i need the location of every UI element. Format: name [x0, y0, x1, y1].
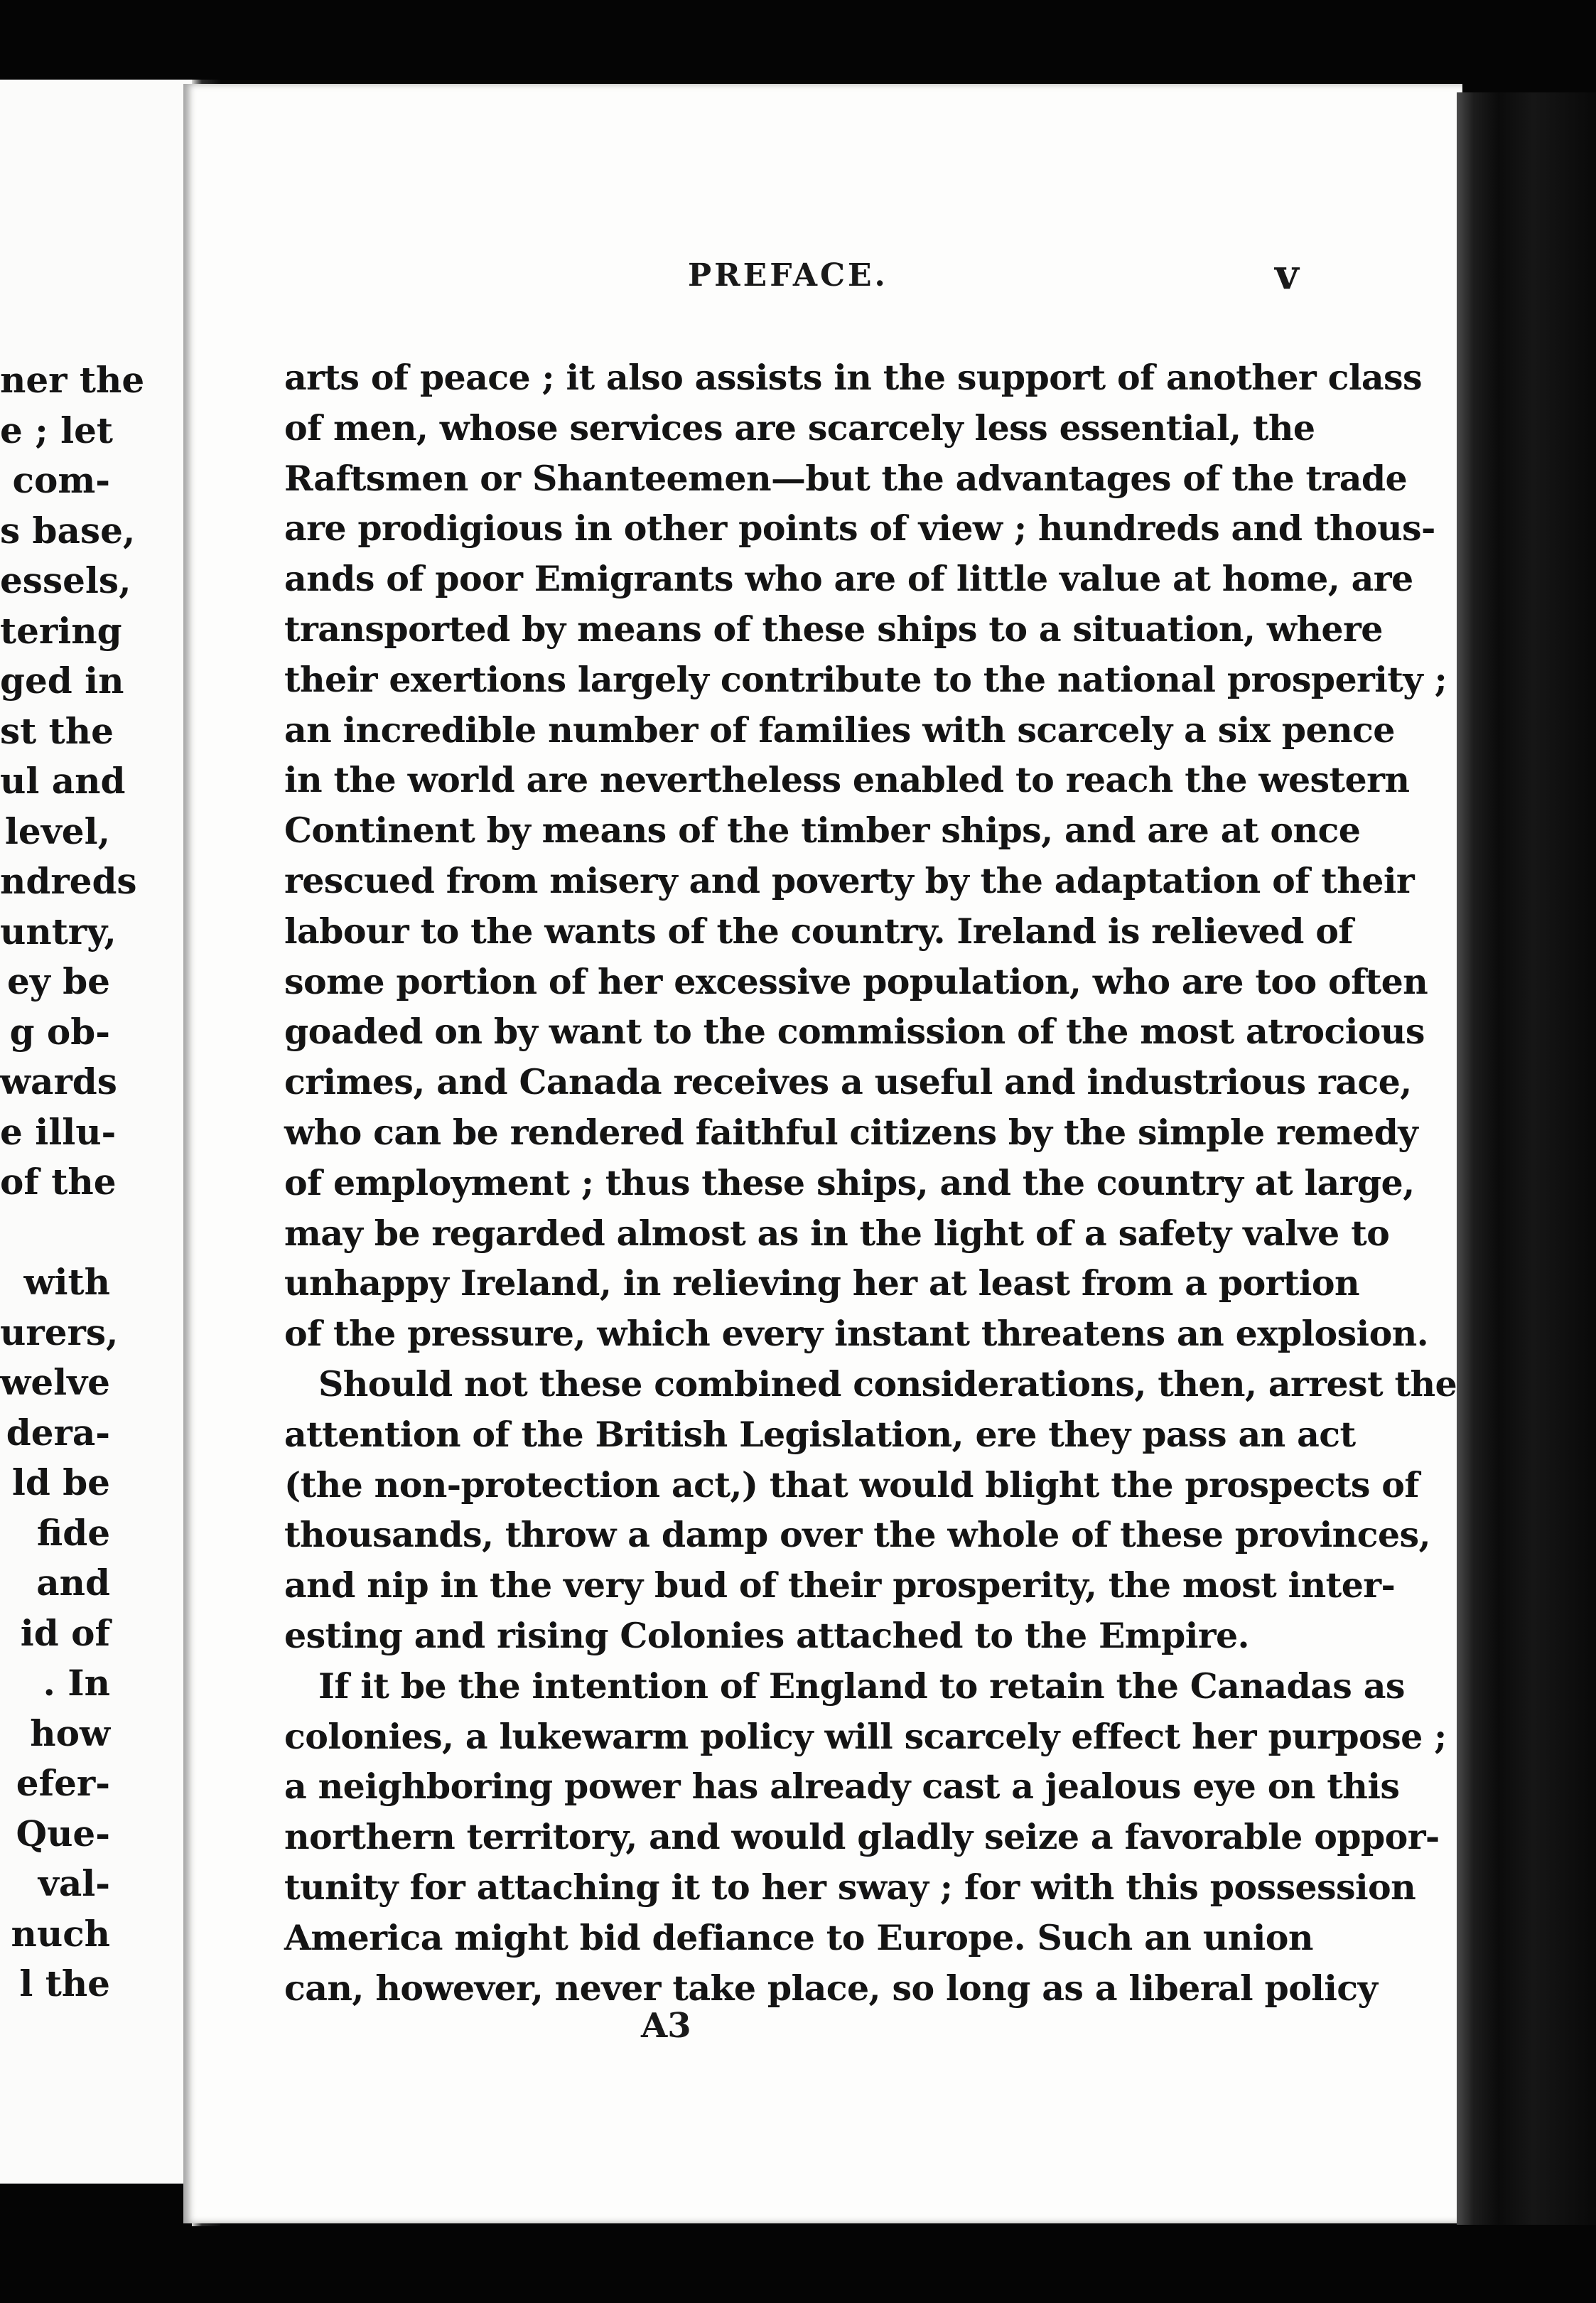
left-page-line: and: [36, 1562, 110, 1604]
left-page-line: e ; let: [0, 409, 113, 451]
left-page-line: nuch: [11, 1912, 110, 1955]
left-page-text-fragments: [0, 355, 145, 2009]
left-page-line: g ob-: [9, 1010, 110, 1053]
text-line: transported by means of these ships to a situation, where: [284, 608, 1383, 650]
text-line: of the pressure, which every instant threatens an explosion.: [284, 1313, 1429, 1355]
left-page-line: how: [30, 1712, 110, 1754]
left-page-line: l the: [19, 1963, 110, 2004]
text-line: can, however, never take place, so long as a liberal policy: [284, 1967, 1378, 2009]
left-page-line: ey be: [6, 960, 110, 1002]
left-page-line: ndreds: [0, 860, 137, 902]
left-page-line: tering: [0, 609, 122, 652]
left-page-line: wards: [0, 1061, 117, 1102]
left-page-line: . In: [43, 1662, 110, 1704]
left-page-fragment: [0, 80, 192, 2184]
text-line: who can be rendered faithful citizens by the simple remedy: [284, 1111, 1418, 1153]
text-line: colonies, a lukewarm policy will scarcely effect her purpose ;: [284, 1715, 1447, 1757]
signature-mark: A3: [641, 2006, 691, 2046]
left-page-line: efer-: [16, 1762, 110, 1804]
text-line: esting and rising Colonies attached to the Empire.: [284, 1614, 1249, 1656]
left-page-line: level,: [4, 810, 110, 852]
left-page-line: s base,: [0, 509, 136, 552]
text-line: America might bid defiance to Europe. Such an union: [284, 1916, 1313, 1958]
text-line: northern territory, and would gladly seize a favorable oppor-: [284, 1816, 1440, 1858]
running-head: PREFACE.: [688, 257, 888, 294]
text-line: in the world are nevertheless enabled to reach the western: [284, 759, 1410, 801]
left-page-line: ul and: [0, 760, 126, 802]
left-page-line: ld be: [11, 1461, 110, 1503]
left-page-line: val-: [38, 1862, 110, 1904]
left-page-line: Que-: [16, 1812, 110, 1854]
text-line: thousands, throw a damp over the whole of these provinces,: [284, 1514, 1430, 1556]
left-page-line: e illu-: [0, 1110, 117, 1153]
left-page-line: fide: [36, 1511, 110, 1554]
text-line: of men, whose services are scarcely less essential, the: [284, 407, 1315, 449]
text-line: their exertions largely contribute to the national prosperity ;: [284, 658, 1447, 700]
book-edge: [1457, 92, 1596, 2225]
left-page-line: st the: [0, 709, 114, 752]
text-line: an incredible number of families with scarcely a six pence: [284, 709, 1395, 751]
text-line: are prodigious in other points of view ; hundreds and thous-: [284, 508, 1435, 549]
left-page-line: com-: [12, 459, 110, 501]
page-number: v: [1275, 250, 1299, 299]
left-page-line: of the: [0, 1161, 117, 1203]
text-line: unhappy Ireland, in relieving her at least from a portion: [284, 1262, 1360, 1304]
left-page-line: ged in: [0, 660, 124, 702]
text-line: may be regarded almost as in the light of a safety valve to: [284, 1212, 1390, 1254]
text-line: (the non-protection act,) that would blight the prospects of: [284, 1464, 1419, 1505]
text-line: tunity for attaching it to her sway ; for with this possession: [284, 1866, 1416, 1908]
body-text: [284, 353, 1457, 2013]
text-line: a neighboring power has already cast a jealous eye on this: [284, 1766, 1400, 1808]
text-line: and nip in the very bud of their prosperity, the most inter-: [284, 1564, 1396, 1606]
left-page-line: welve: [0, 1361, 110, 1403]
left-page-line: essels,: [0, 559, 131, 601]
text-line: Continent by means of the timber ships, and are at once: [284, 810, 1361, 852]
text-line: some portion of her excessive population, who are too often: [284, 960, 1428, 1002]
text-line: If it be the intention of England to retain the Canadas as: [318, 1665, 1405, 1707]
left-page-line: id of: [20, 1611, 110, 1654]
left-page-line: ner the: [0, 359, 145, 401]
text-line: rescued from misery and poverty by the adaptation of their: [284, 859, 1415, 901]
left-page-line: untry,: [0, 910, 117, 952]
text-line: of employment ; thus these ships, and the country at large,: [284, 1161, 1415, 1203]
left-page-line: [0, 1208, 110, 1258]
text-line: crimes, and Canada receives a useful and industrious race,: [284, 1061, 1412, 1103]
left-page-line: urers,: [0, 1311, 119, 1353]
text-line: Raftsmen or Shanteemen—but the advantages of the trade: [284, 457, 1408, 499]
text-line: ands of poor Emigrants who are of little value at home, are: [284, 558, 1413, 600]
left-page-line: with: [23, 1261, 110, 1303]
text-line: Should not these combined considerations, then, arrest the: [318, 1363, 1457, 1405]
text-line: attention of the British Legislation, ere they pass an act: [284, 1413, 1356, 1455]
text-line: labour to the wants of the country. Ireland is relieved of: [284, 910, 1353, 952]
text-line: goaded on by want to the commission of the most atrocious: [284, 1011, 1425, 1053]
left-page-line: dera-: [6, 1411, 110, 1454]
text-line: arts of peace ; it also assists in the support of another class: [284, 357, 1422, 398]
